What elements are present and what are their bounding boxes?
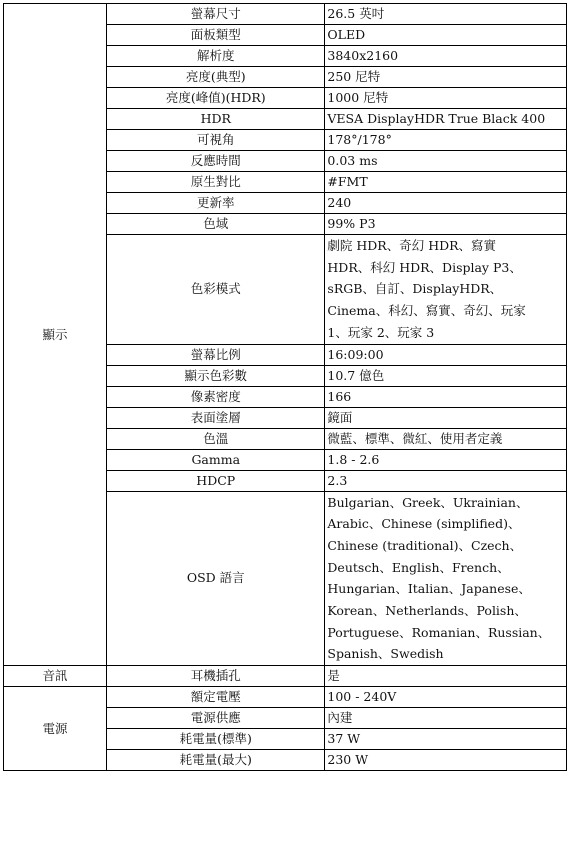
spec-value-line: 178°/178° bbox=[327, 132, 392, 147]
spec-value bbox=[325, 491, 567, 666]
spec-value-line: OLED bbox=[327, 27, 366, 42]
spec-value bbox=[325, 235, 567, 345]
spec-value-line: Spanish、Swedish bbox=[327, 646, 444, 662]
spec-value-line: Arabic、Chinese (simplified)、 bbox=[327, 516, 521, 532]
spec-value-line: sRGB、自訂、DisplayHDR、 bbox=[327, 281, 503, 297]
spec-label: 顯示色彩數 bbox=[107, 365, 325, 386]
spec-value-line: #FMT bbox=[327, 174, 368, 189]
spec-value bbox=[325, 407, 567, 428]
spec-row bbox=[4, 666, 567, 687]
spec-value bbox=[325, 214, 567, 235]
spec-value-line: Portuguese、Romanian、Russian、 bbox=[327, 624, 551, 640]
spec-value bbox=[325, 729, 567, 750]
spec-table-body bbox=[4, 4, 567, 771]
spec-value-line: Chinese (traditional)、Czech、 bbox=[327, 537, 523, 553]
spec-label: 螢幕尺寸 bbox=[107, 4, 325, 25]
spec-value-line: 240 bbox=[327, 195, 352, 210]
spec-table bbox=[3, 3, 567, 771]
spec-label: 像素密度 bbox=[107, 386, 325, 407]
spec-value bbox=[325, 193, 567, 214]
spec-value-line: 100 - 240V bbox=[327, 689, 397, 705]
spec-value-line: 250 尼特 bbox=[327, 69, 381, 84]
spec-label: 亮度(峰值)(HDR) bbox=[107, 88, 325, 109]
spec-value bbox=[325, 151, 567, 172]
spec-value-line: 37 W bbox=[327, 731, 361, 747]
spec-value-line: 10.7 億色 bbox=[327, 367, 385, 383]
spec-value bbox=[325, 687, 567, 708]
spec-value-line: 99% P3 bbox=[327, 216, 376, 231]
spec-value-line: 26.5 英吋 bbox=[327, 6, 385, 21]
spec-label: 耗電量(標準) bbox=[107, 729, 325, 750]
spec-label: 更新率 bbox=[107, 193, 325, 214]
spec-label: 色域 bbox=[107, 214, 325, 235]
spec-value bbox=[325, 25, 567, 46]
spec-value bbox=[325, 708, 567, 729]
spec-value-line: Korean、Netherlands、Polish、 bbox=[327, 603, 527, 619]
spec-value bbox=[325, 365, 567, 386]
spec-label: 可視角 bbox=[107, 130, 325, 151]
spec-value bbox=[325, 449, 567, 470]
spec-value-line: Cinema、科幻、寫實、奇幻、玩家 bbox=[327, 303, 526, 319]
section-category: 音訊 bbox=[4, 666, 107, 687]
spec-value-line: Hungarian、Italian、Japanese、 bbox=[327, 581, 531, 597]
spec-value bbox=[325, 386, 567, 407]
spec-value-line: VESA DisplayHDR True Black 400 bbox=[327, 111, 546, 126]
spec-row bbox=[4, 687, 567, 708]
spec-label: 耳機插孔 bbox=[107, 666, 325, 687]
spec-value bbox=[325, 46, 567, 67]
spec-value-line: 0.03 ms bbox=[327, 153, 378, 168]
spec-value-line: 16:09:00 bbox=[327, 346, 384, 362]
spec-label: HDR bbox=[107, 109, 325, 130]
spec-label: 面板類型 bbox=[107, 25, 325, 46]
spec-value-line: 230 W bbox=[327, 752, 369, 768]
spec-value bbox=[325, 172, 567, 193]
spec-value-line: 1.8 - 2.6 bbox=[327, 451, 380, 467]
spec-label: 電源供應 bbox=[107, 708, 325, 729]
spec-label: 反應時間 bbox=[107, 151, 325, 172]
spec-value bbox=[325, 344, 567, 365]
spec-label: 色彩模式 bbox=[107, 235, 325, 345]
spec-value bbox=[325, 4, 567, 25]
spec-value-line: 1、玩家 2、玩家 3 bbox=[327, 324, 435, 340]
spec-label: Gamma bbox=[107, 449, 325, 470]
spec-value-line: Deutsch、English、French、 bbox=[327, 559, 510, 575]
spec-value-line: 鏡面 bbox=[327, 409, 353, 425]
spec-label: 表面塗層 bbox=[107, 407, 325, 428]
spec-value bbox=[325, 109, 567, 130]
spec-label: 亮度(典型) bbox=[107, 67, 325, 88]
spec-value bbox=[325, 470, 567, 491]
spec-value-line: 劇院 HDR、奇幻 HDR、寫實 bbox=[327, 238, 497, 253]
spec-label: 解析度 bbox=[107, 46, 325, 67]
spec-value-line: HDR、科幻 HDR、Display P3、 bbox=[327, 259, 522, 275]
spec-value bbox=[325, 666, 567, 687]
spec-value-line: 是 bbox=[327, 668, 340, 684]
spec-value-line: 微藍、標準、微紅、使用者定義 bbox=[327, 430, 503, 446]
spec-value bbox=[325, 88, 567, 109]
spec-label: 額定電壓 bbox=[107, 687, 325, 708]
spec-label: 耗電量(最大) bbox=[107, 750, 325, 771]
spec-value bbox=[325, 67, 567, 88]
spec-value bbox=[325, 130, 567, 151]
spec-value-line: 166 bbox=[327, 388, 352, 404]
section-category: 電源 bbox=[4, 687, 107, 771]
section-category: 顯示 bbox=[4, 4, 107, 666]
spec-row bbox=[4, 4, 567, 25]
spec-value-line: 內建 bbox=[327, 710, 353, 726]
spec-label: 螢幕比例 bbox=[107, 344, 325, 365]
spec-value bbox=[325, 750, 567, 771]
spec-label: 色溫 bbox=[107, 428, 325, 449]
spec-label: 原生對比 bbox=[107, 172, 325, 193]
spec-label: HDCP bbox=[107, 470, 325, 491]
spec-value-line: 1000 尼特 bbox=[327, 90, 389, 105]
spec-value bbox=[325, 428, 567, 449]
spec-value-line: 3840x2160 bbox=[327, 48, 399, 63]
spec-value-line: Bulgarian、Greek、Ukrainian、 bbox=[327, 494, 529, 510]
spec-value-line: 2.3 bbox=[327, 472, 348, 488]
spec-label: OSD 語言 bbox=[107, 491, 325, 666]
